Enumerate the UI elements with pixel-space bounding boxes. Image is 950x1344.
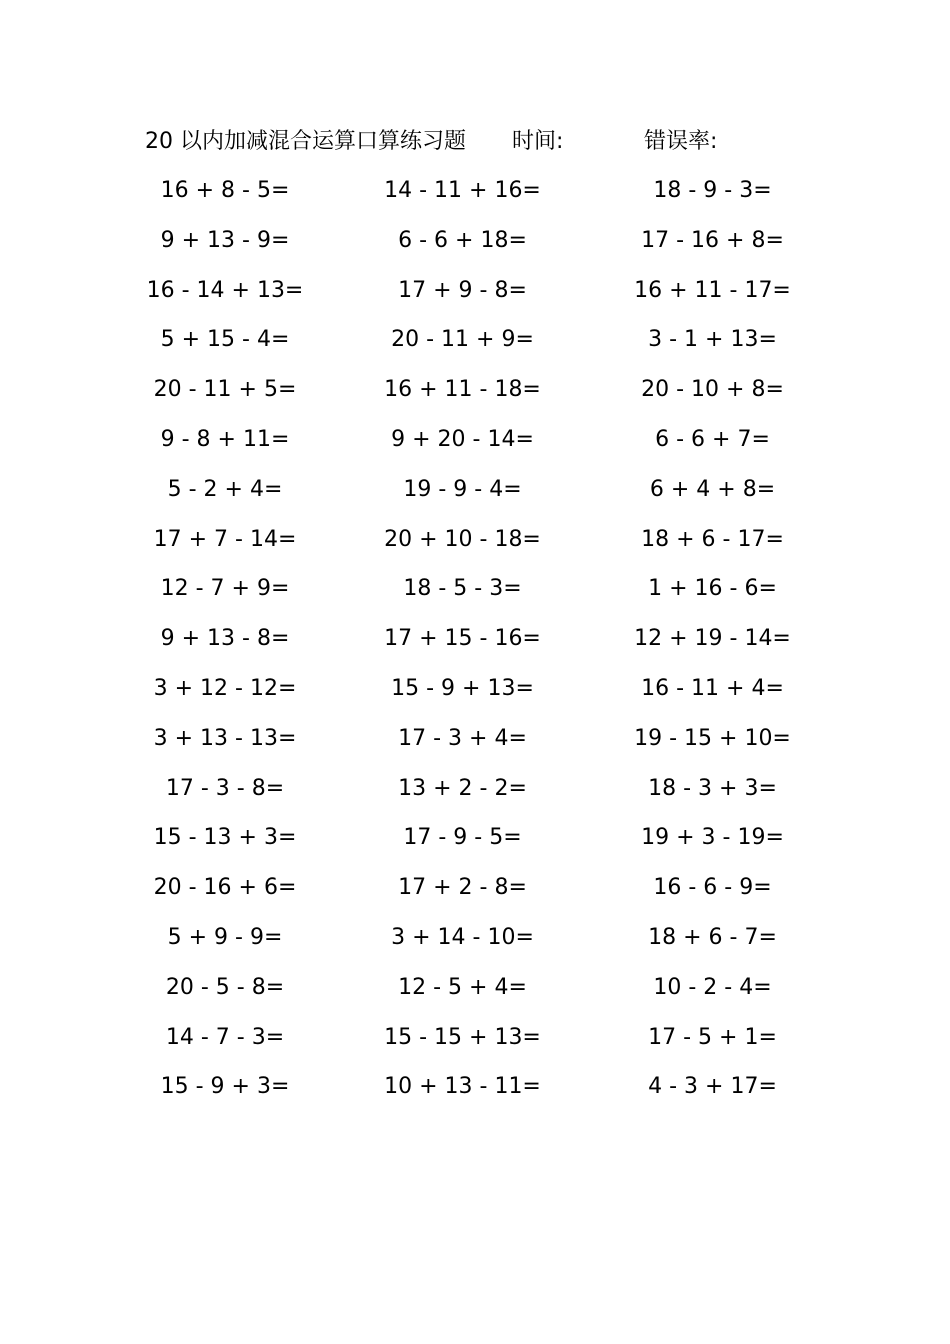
math-problem: 15 - 9 + 13=: [391, 675, 534, 701]
math-problem: 19 + 3 - 19=: [641, 825, 784, 851]
problem-row: [0, 721, 950, 771]
math-problem: 16 - 14 + 13=: [146, 277, 304, 303]
math-problem: 18 + 6 - 17=: [641, 526, 784, 552]
math-problem: 14 - 7 - 3=: [165, 1024, 285, 1050]
problem-row: [0, 1020, 950, 1070]
math-problem: 9 + 13 - 8=: [160, 626, 290, 652]
math-problem: 20 - 11 + 9=: [391, 327, 534, 353]
problem-row: [0, 820, 950, 870]
problem-row: [0, 173, 950, 223]
time-label: 时间:: [512, 129, 564, 154]
math-problem: 16 + 8 - 5=: [160, 178, 290, 203]
worksheet-title: 20 以内加减混合运算口算练习题: [145, 129, 466, 154]
math-problem: 14 - 11 + 16=: [384, 178, 541, 203]
math-problem: 17 - 9 - 5=: [403, 825, 522, 851]
math-problem: 1 + 16 - 6=: [648, 576, 777, 602]
problem-grid: [0, 173, 950, 1119]
math-problem: 5 - 2 + 4=: [167, 476, 283, 502]
math-problem: 16 - 6 - 9=: [653, 875, 772, 901]
math-problem: 20 - 11 + 5=: [153, 377, 297, 403]
problem-row: [0, 771, 950, 821]
math-problem: 17 - 5 + 1=: [648, 1024, 777, 1050]
worksheet-header: [145, 124, 845, 160]
math-problem: 18 - 3 + 3=: [648, 775, 777, 801]
math-problem: 17 - 3 - 8=: [165, 775, 285, 801]
math-problem: 15 - 13 + 3=: [153, 825, 297, 851]
math-problem: 12 - 7 + 9=: [160, 576, 290, 602]
problem-row: [0, 522, 950, 572]
math-problem: 6 + 4 + 8=: [649, 476, 776, 502]
math-problem: 17 - 16 + 8=: [641, 227, 784, 253]
math-problem: 15 - 9 + 3=: [160, 1074, 290, 1100]
math-problem: 9 - 8 + 11=: [160, 426, 290, 452]
math-problem: 17 + 15 - 16=: [384, 626, 541, 652]
math-problem: 18 - 9 - 3=: [653, 178, 772, 203]
math-problem: 9 + 13 - 9=: [160, 227, 290, 253]
math-problem: 6 - 6 + 7=: [655, 426, 770, 452]
problem-row: [0, 1069, 950, 1119]
problem-row: [0, 621, 950, 671]
math-problem: 16 + 11 - 18=: [384, 377, 541, 403]
math-problem: 12 + 19 - 14=: [634, 626, 791, 652]
math-problem: 9 + 20 - 14=: [391, 426, 534, 452]
problem-row: [0, 273, 950, 323]
math-problem: 17 + 7 - 14=: [153, 526, 297, 552]
math-problem: 17 - 3 + 4=: [398, 725, 527, 751]
math-problem: 10 - 2 - 4=: [653, 974, 772, 1000]
math-problem: 12 - 5 + 4=: [398, 974, 527, 1000]
problem-row: [0, 671, 950, 721]
math-problem: 20 - 16 + 6=: [153, 875, 297, 901]
math-problem: 13 + 2 - 2=: [398, 775, 527, 801]
problem-row: [0, 970, 950, 1020]
math-problem: 16 - 11 + 4=: [641, 675, 784, 701]
problem-row: [0, 422, 950, 472]
math-problem: 19 - 15 + 10=: [634, 725, 791, 751]
math-problem: 20 - 5 - 8=: [165, 974, 285, 1000]
math-problem: 17 + 9 - 8=: [398, 277, 527, 303]
error-rate-label: 错误率:: [644, 129, 718, 154]
math-problem: 5 + 9 - 9=: [167, 924, 283, 950]
math-problem: 15 - 15 + 13=: [384, 1024, 541, 1050]
math-problem: 4 - 3 + 17=: [648, 1074, 777, 1100]
math-problem: 17 + 2 - 8=: [398, 875, 527, 901]
problem-row: [0, 472, 950, 522]
math-problem: 18 + 6 - 7=: [648, 924, 777, 950]
problem-row: [0, 571, 950, 621]
math-problem: 3 + 13 - 13=: [153, 725, 297, 751]
math-problem: 3 + 12 - 12=: [153, 675, 297, 701]
math-problem: 6 - 6 + 18=: [398, 227, 527, 253]
math-problem: 10 + 13 - 11=: [384, 1074, 541, 1100]
math-problem: 20 - 10 + 8=: [641, 377, 784, 403]
math-problem: 3 + 14 - 10=: [391, 924, 534, 950]
math-problem: 20 + 10 - 18=: [384, 526, 541, 552]
problem-row: [0, 870, 950, 920]
math-problem: 18 - 5 - 3=: [403, 576, 522, 602]
problem-row: [0, 223, 950, 273]
problem-row: [0, 920, 950, 970]
math-problem: 5 + 15 - 4=: [160, 327, 290, 353]
problem-row: [0, 322, 950, 372]
math-problem: 19 - 9 - 4=: [403, 476, 522, 502]
math-problem: 16 + 11 - 17=: [634, 277, 791, 303]
math-problem: 3 - 1 + 13=: [648, 327, 777, 353]
problem-row: [0, 372, 950, 422]
